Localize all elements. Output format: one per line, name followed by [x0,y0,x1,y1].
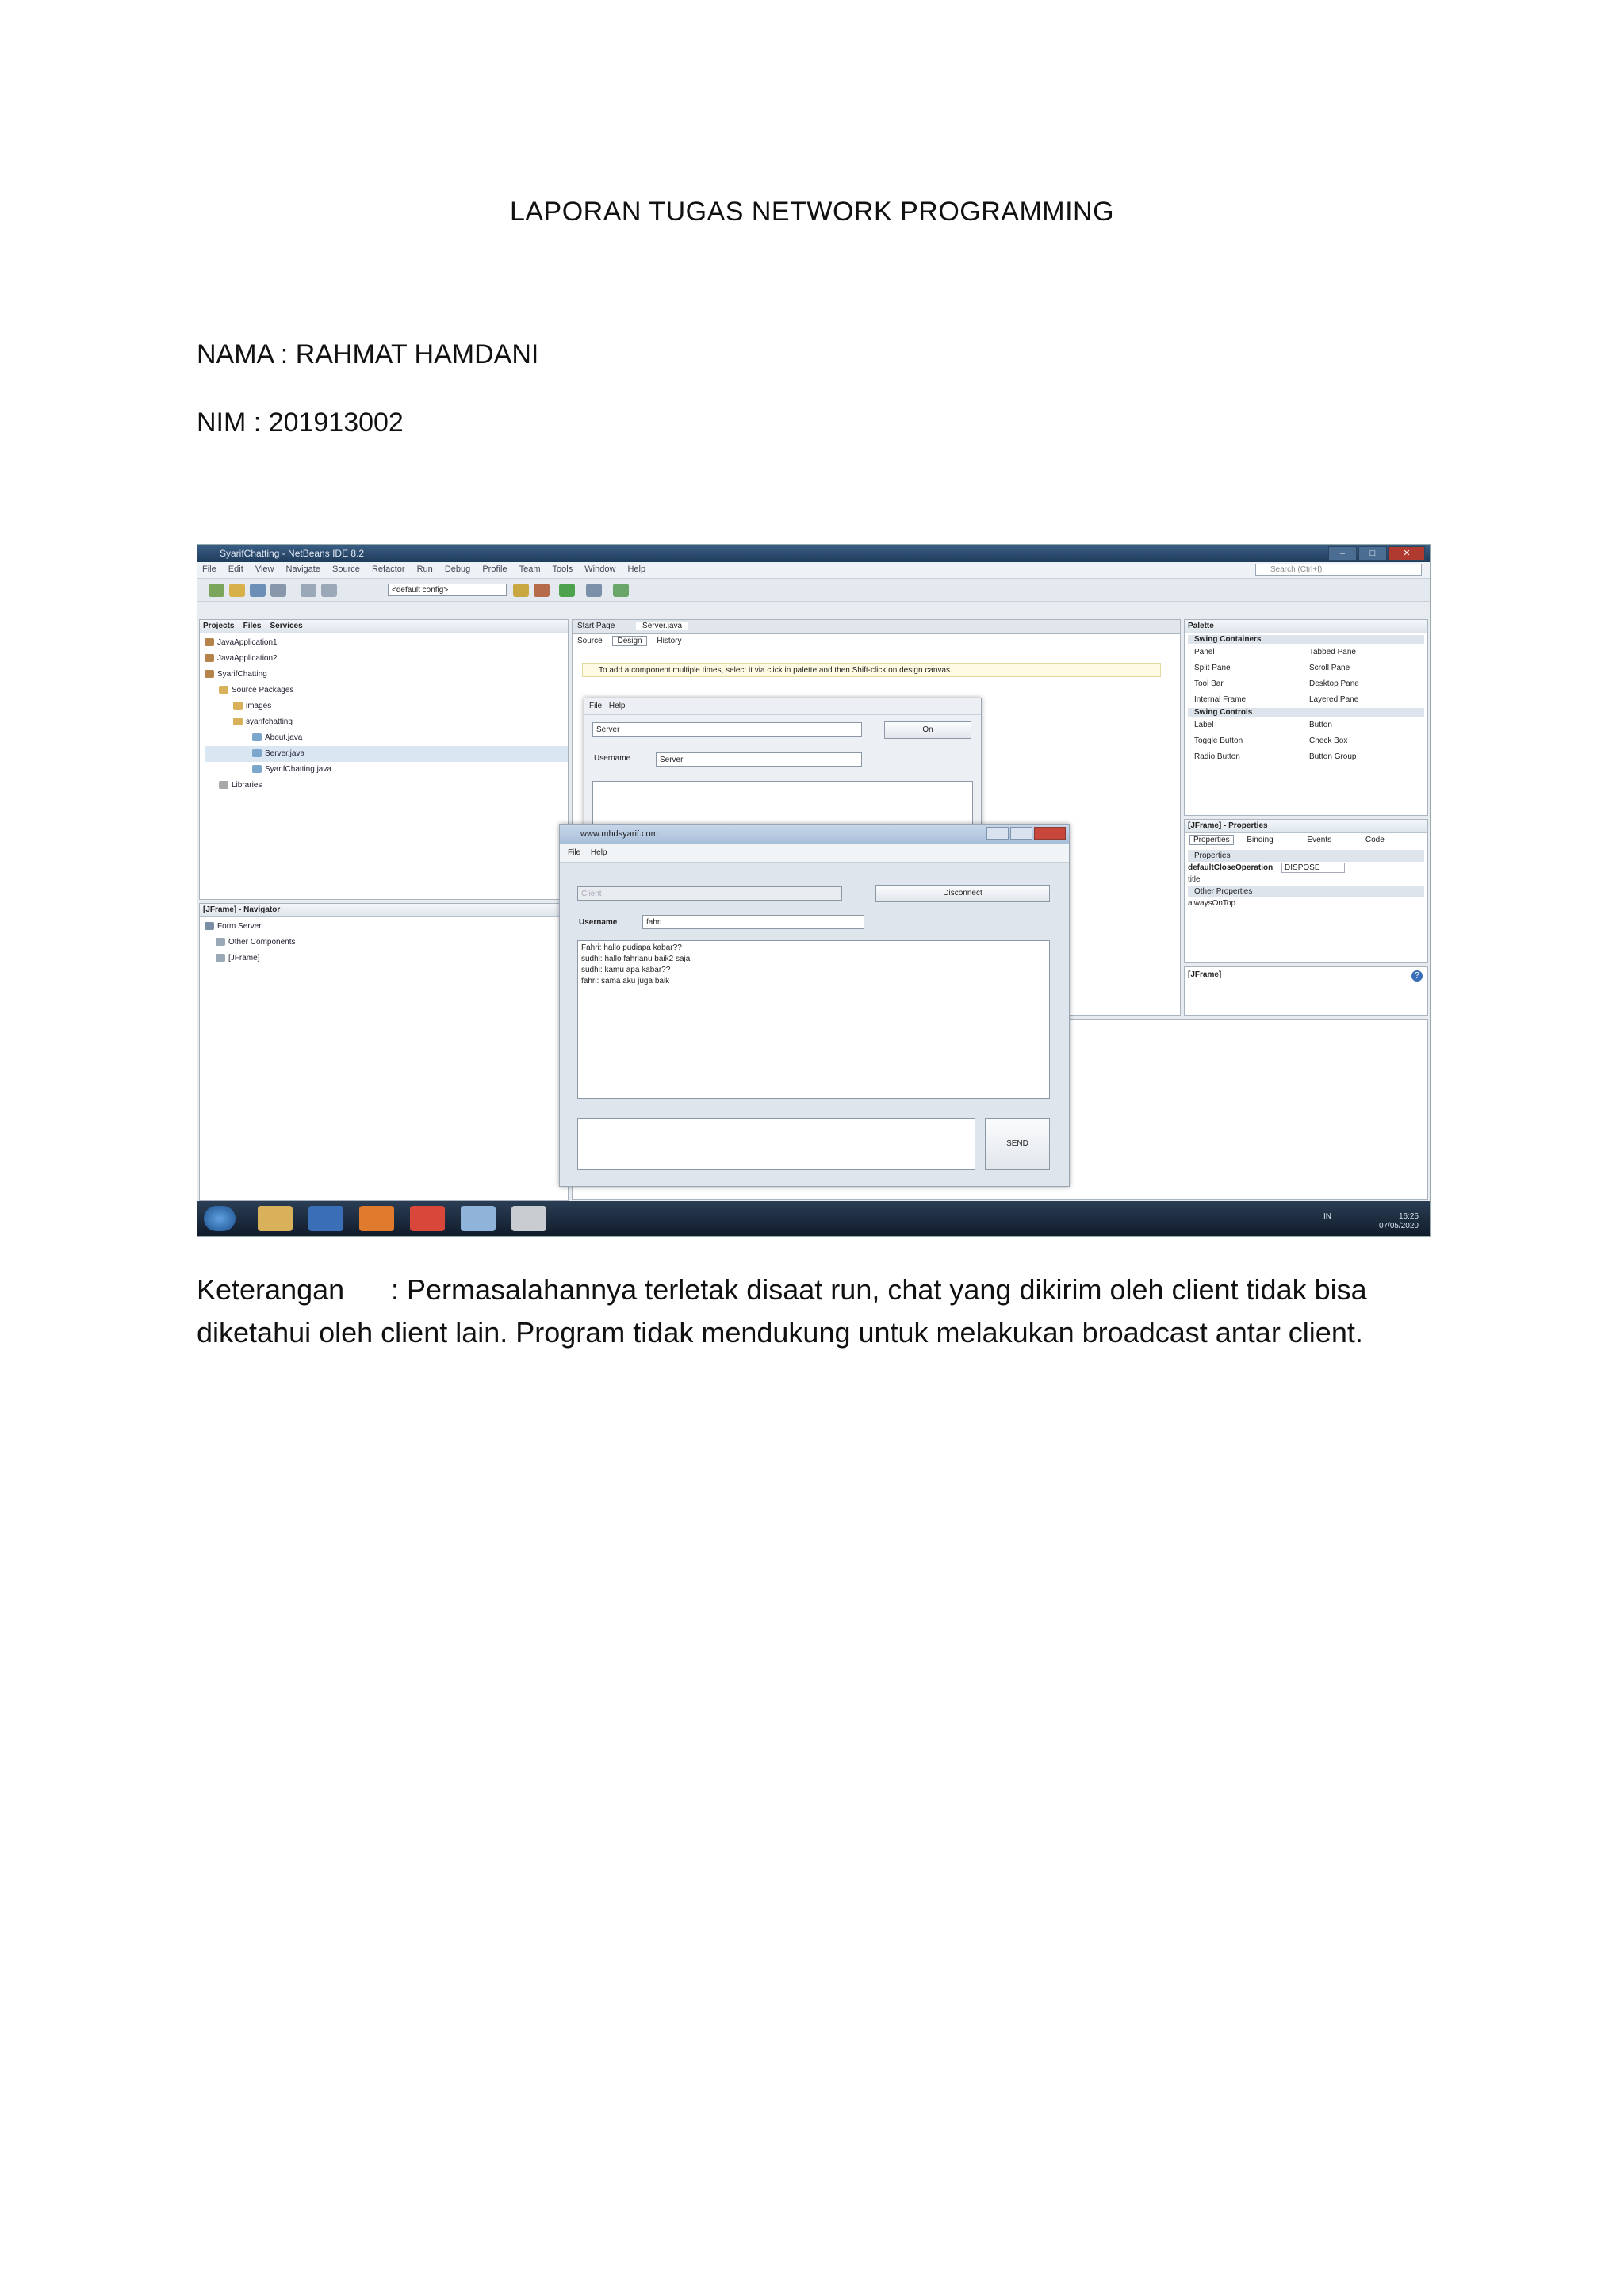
tree-item[interactable]: Server.java [205,746,568,762]
client-minimize-button[interactable] [986,827,1009,840]
server-menu-help[interactable]: Help [608,702,626,710]
tab-services[interactable]: Services [270,622,303,630]
props-tab-properties[interactable]: Properties [1189,835,1234,845]
jframe-info-panel [1184,966,1428,1016]
props-section[interactable]: Properties [1188,850,1424,862]
new-project-icon[interactable] [229,584,245,597]
redo-icon[interactable] [321,584,337,597]
system-tray [1323,1212,1419,1231]
send-button[interactable]: SEND [985,1118,1050,1170]
maximize-button[interactable]: □ [1358,546,1387,561]
menu-tools[interactable]: Tools [552,564,573,574]
server-username-input[interactable]: Server [656,752,862,767]
tab-server-java[interactable]: Server.java [636,622,688,630]
dispose-value[interactable]: DISPOSE [1281,863,1344,873]
server-form [584,698,982,839]
palette-section[interactable]: Swing Containers [1188,635,1424,644]
editor-modes [573,634,1180,649]
client-menu [560,844,1069,863]
tab-files[interactable]: Files [243,622,262,630]
chat-log[interactable] [577,940,1050,1099]
firefox-icon[interactable] [359,1206,394,1231]
server-on-button[interactable]: On [884,721,971,739]
ide-search-input[interactable]: Search (Ctrl+I) [1255,564,1422,576]
menu-help[interactable]: Help [627,564,646,574]
server-chat-area[interactable] [592,781,973,830]
student-nim: NIM : 201913002 [197,408,404,438]
tree-item[interactable]: Libraries [205,778,568,794]
client-title: www.mhdsyarif.com [580,829,658,839]
client-mode-select[interactable]: Client [577,886,842,901]
prop-row[interactable]: title [1188,875,1201,884]
chat-line: sudhi: hallo fahrianu baik2 saja [581,955,691,963]
tree-item[interactable]: About.java [205,730,568,746]
document-title: LAPORAN TUGAS NETWORK PROGRAMMING [509,197,1115,227]
menu-navigate[interactable]: Navigate [285,564,320,574]
projects-panel-header [200,620,568,633]
palette-section[interactable]: Swing Controls [1188,708,1424,717]
menu-edit[interactable]: Edit [228,564,243,574]
media-player-icon[interactable] [308,1206,343,1231]
palette-item[interactable]: Button [1309,721,1332,729]
minimize-button[interactable]: – [1328,546,1357,561]
client-maximize-button[interactable] [1010,827,1032,840]
jframe-label: [JFrame] [1188,970,1222,979]
ide-menubar [197,562,1430,579]
clock-time[interactable]: 16:25 [1398,1212,1419,1221]
menu-run[interactable]: Run [416,564,433,574]
mode-history[interactable]: History [657,637,682,645]
palette-item[interactable]: Panel [1194,648,1215,656]
build-icon[interactable] [513,584,529,597]
message-input[interactable] [577,1118,975,1170]
menu-window[interactable]: Window [584,564,616,574]
run-icon[interactable] [559,584,575,597]
server-menu-file[interactable]: File [589,702,603,710]
config-select[interactable]: <default config> [388,584,507,596]
client-username-input[interactable]: fahri [642,915,864,929]
palette-item[interactable]: Tabbed Pane [1309,648,1356,656]
netbeans-icon[interactable] [461,1206,496,1231]
client-close-button[interactable] [1034,827,1066,840]
explorer-icon[interactable] [258,1206,293,1231]
design-hint: To add a component multiple times, select it via click in palette and then Shift-click on design canvas. [582,663,1161,677]
client-window [559,824,1070,1187]
client-titlebar [560,825,1069,844]
debug-icon[interactable] [586,584,602,597]
prop-row[interactable]: alwaysOnTop [1188,899,1236,908]
menu-file[interactable]: File [202,564,216,574]
chat-line: sudhi: kamu apa kabar?? [581,966,671,974]
close-button[interactable]: ✕ [1388,546,1425,561]
client-menu-help[interactable]: Help [590,848,607,857]
tree-item[interactable]: syarifchatting [205,714,568,730]
props-tab-binding[interactable]: Binding [1247,836,1274,844]
windows-taskbar [197,1201,1430,1236]
palette-item[interactable]: Tool Bar [1194,679,1224,688]
tree-item[interactable]: images [205,698,568,714]
props-section[interactable]: Other Properties [1188,886,1424,897]
navigator-panel [199,903,569,1201]
ide-toolbar [197,579,1430,602]
server-username-label: Username [594,754,631,763]
menu-view[interactable]: View [255,564,274,574]
clock-date[interactable]: 07/05/2020 [1378,1222,1419,1230]
description-text: : Permasalahannya terletak disaat run, chat yang dikirim oleh client tidak bisa diketahui oleh client lain. Program tidak mendukung untuk melakukan broadcast antar client. [197,1273,1367,1349]
projects-panel [199,619,569,900]
tree-item[interactable]: JavaApplication1 [205,635,568,651]
palette-item[interactable]: Desktop Pane [1309,679,1359,688]
help-icon[interactable]: ? [1411,970,1423,982]
ide-titlebar [197,545,1430,562]
open-project-icon[interactable] [250,584,266,597]
mode-design[interactable]: Design [612,636,646,646]
language-indicator[interactable]: IN [1323,1212,1331,1221]
menu-refactor[interactable]: Refactor [371,564,405,574]
palette-item[interactable]: Button Group [1309,752,1357,761]
menu-profile[interactable]: Profile [482,564,508,574]
props-tab-code[interactable]: Code [1365,836,1385,844]
description-paragraph [197,1269,1434,1354]
mode-source[interactable]: Source [577,637,603,645]
description-label: Keterangan [197,1273,345,1306]
ide-screenshot [197,544,1431,1237]
palette-item[interactable]: Toggle Button [1194,737,1243,745]
client-menu-file[interactable]: File [568,848,581,857]
palette-panel [1184,619,1428,816]
tree-item[interactable]: [JFrame] [205,951,568,966]
disconnect-button[interactable]: Disconnect [875,885,1050,902]
properties-panel [1184,819,1428,963]
menu-source[interactable]: Source [332,564,360,574]
tree-item[interactable]: Other Components [205,935,568,951]
chrome-icon[interactable] [410,1206,445,1231]
navigator-header: [JFrame] - Navigator [200,904,568,917]
palette-item[interactable]: Label [1194,721,1214,729]
java-icon[interactable] [511,1206,546,1231]
palette-item[interactable]: Layered Pane [1309,695,1359,704]
tree-item[interactable]: Form Server [205,919,568,935]
save-all-icon[interactable] [270,584,286,597]
palette-item[interactable]: Scroll Pane [1309,664,1350,672]
menu-debug[interactable]: Debug [444,564,471,574]
palette-item[interactable]: Radio Button [1194,752,1240,761]
client-username-label: Username [579,918,618,927]
chat-line: fahri: sama aku juga baik [581,977,670,985]
server-form-menu [584,698,981,715]
server-mode-select[interactable]: Server [592,722,862,737]
prop-row[interactable]: defaultCloseOperation DISPOSE [1188,862,1424,874]
profile-icon[interactable] [613,584,629,597]
tree-item[interactable]: JavaApplication2 [205,651,568,667]
tree-item[interactable]: Source Packages [205,683,568,698]
tab-projects[interactable]: Projects [203,622,235,630]
tab-start-page[interactable]: Start Page [577,622,615,630]
palette-item[interactable]: Split Pane [1194,664,1231,672]
ide-window-title: SyarifChatting - NetBeans IDE 8.2 [220,548,365,559]
palette-item[interactable]: Internal Frame [1194,695,1247,704]
editor-tabs [572,619,1181,633]
palette-header: Palette [1185,620,1427,633]
properties-header: [JFrame] - Properties [1185,820,1427,833]
props-tab-events[interactable]: Events [1307,836,1332,844]
tree-item[interactable]: SyarifChatting [205,667,568,683]
student-name: NAMA : RAHMAT HAMDANI [197,339,539,369]
tree-item[interactable]: SyarifChatting.java [205,762,568,778]
chat-line: Fahri: hallo pudiapa kabar?? [581,943,682,952]
menu-team[interactable]: Team [519,564,541,574]
palette-item[interactable]: Check Box [1309,737,1348,745]
clean-build-icon[interactable] [534,584,550,597]
start-button-icon[interactable] [204,1206,236,1231]
new-file-icon[interactable] [209,584,224,597]
undo-icon[interactable] [301,584,316,597]
